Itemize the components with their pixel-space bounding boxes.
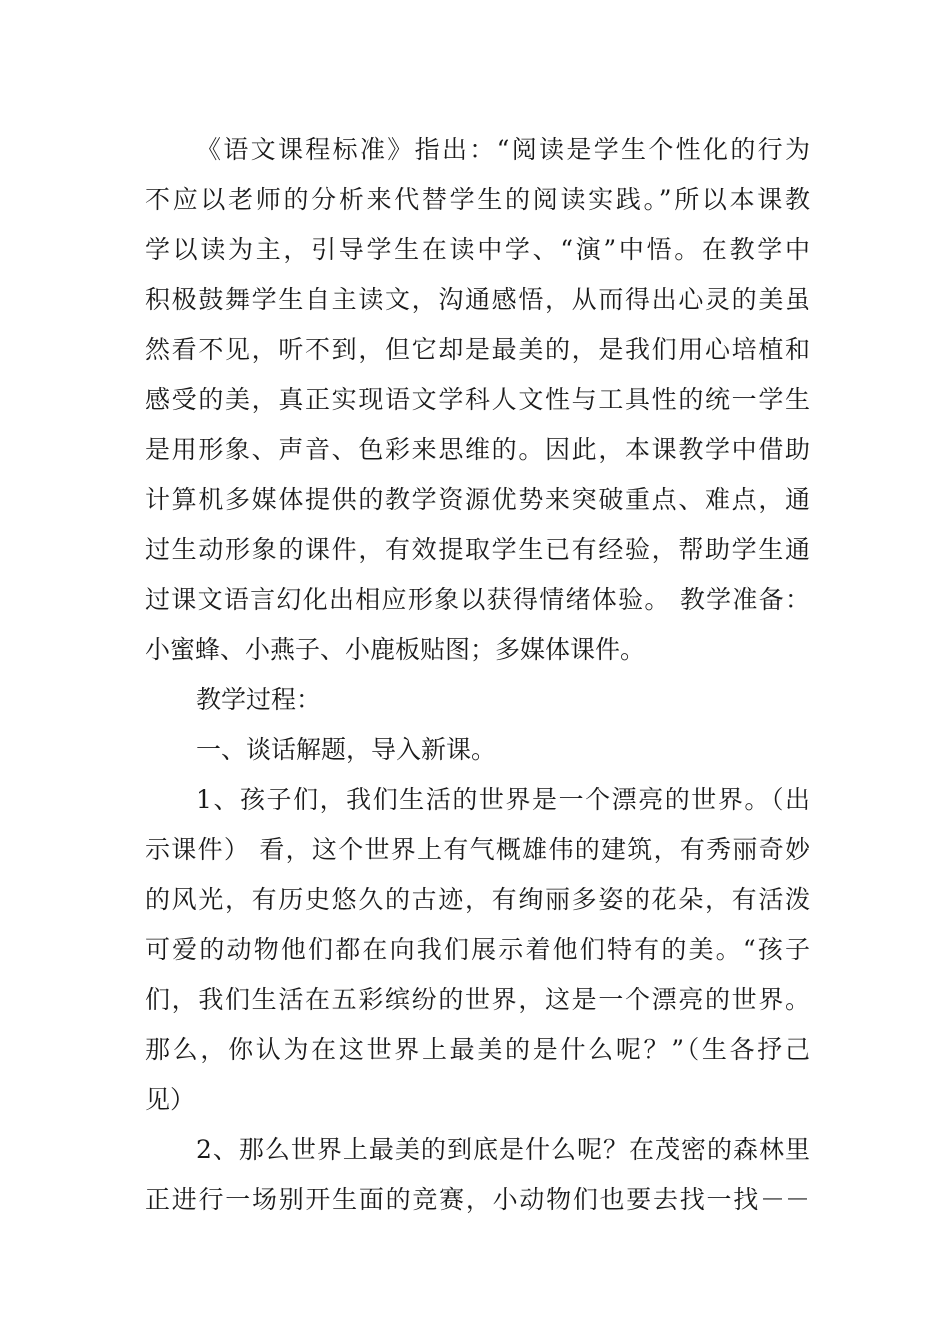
paragraph-line: 感受的美，真正实现语文学科人文性与工具性的统一学生 (145, 385, 810, 414)
paragraph-line: 是用形象、声音、色彩来思维的。因此，本课教学中借助 (145, 435, 810, 464)
paragraph-line: 学以读为主，引导学生在读中学、“演”中悟。在教学中 (145, 235, 810, 264)
paragraph-line: 们，我们生活在五彩缤纷的世界，这是一个漂亮的世界。 (145, 985, 810, 1014)
paragraph-line: 那么，你认为在这世界上最美的是什么呢？”（生各抒己 (145, 1035, 810, 1064)
paragraph-line: 可爱的动物他们都在向我们展示着他们特有的美。“孩子 (145, 935, 810, 964)
paragraph-line: 积极鼓舞学生自主读文，沟通感悟，从而得出心灵的美虽 (145, 285, 810, 314)
paragraph-line: 示课件） 看，这个世界上有气概雄伟的建筑，有秀丽奇妙 (145, 835, 810, 864)
paragraph-line: 然看不见，听不到，但它却是最美的，是我们用心培植和 (145, 335, 810, 364)
section-heading: 一、谈话解题，导入新课。 (196, 735, 497, 764)
paragraph-line: 过课文语言幻化出相应形象以获得情绪体验。 教学准备： (145, 585, 810, 614)
section-heading: 教学过程： (196, 685, 322, 714)
paragraph-line: 1、孩子们，我们生活的世界是一个漂亮的世界。（出 (196, 785, 810, 814)
paragraph-line: 正进行一场别开生面的竞赛，小动物们也要去找一找－－ (145, 1185, 810, 1214)
paragraph-line: 的风光，有历史悠久的古迹，有绚丽多姿的花朵，有活泼 (145, 885, 810, 914)
paragraph-line: 不应以老师的分析来代替学生的阅读实践。”所以本课教 (145, 185, 810, 214)
paragraph-line: 2、那么世界上最美的到底是什么呢？在茂密的森林里 (196, 1135, 810, 1164)
paragraph-line: 《语文课程标准》指出：“阅读是学生个性化的行为 (196, 135, 810, 164)
paragraph-line: 见） (145, 1085, 196, 1114)
paragraph-line: 计算机多媒体提供的教学资源优势来突破重点、难点，通 (145, 485, 810, 514)
paragraph-line: 过生动形象的课件，有效提取学生已有经验，帮助学生通 (145, 535, 810, 564)
paragraph-line: 小蜜蜂、小燕子、小鹿板贴图；多媒体课件。 (145, 635, 646, 664)
